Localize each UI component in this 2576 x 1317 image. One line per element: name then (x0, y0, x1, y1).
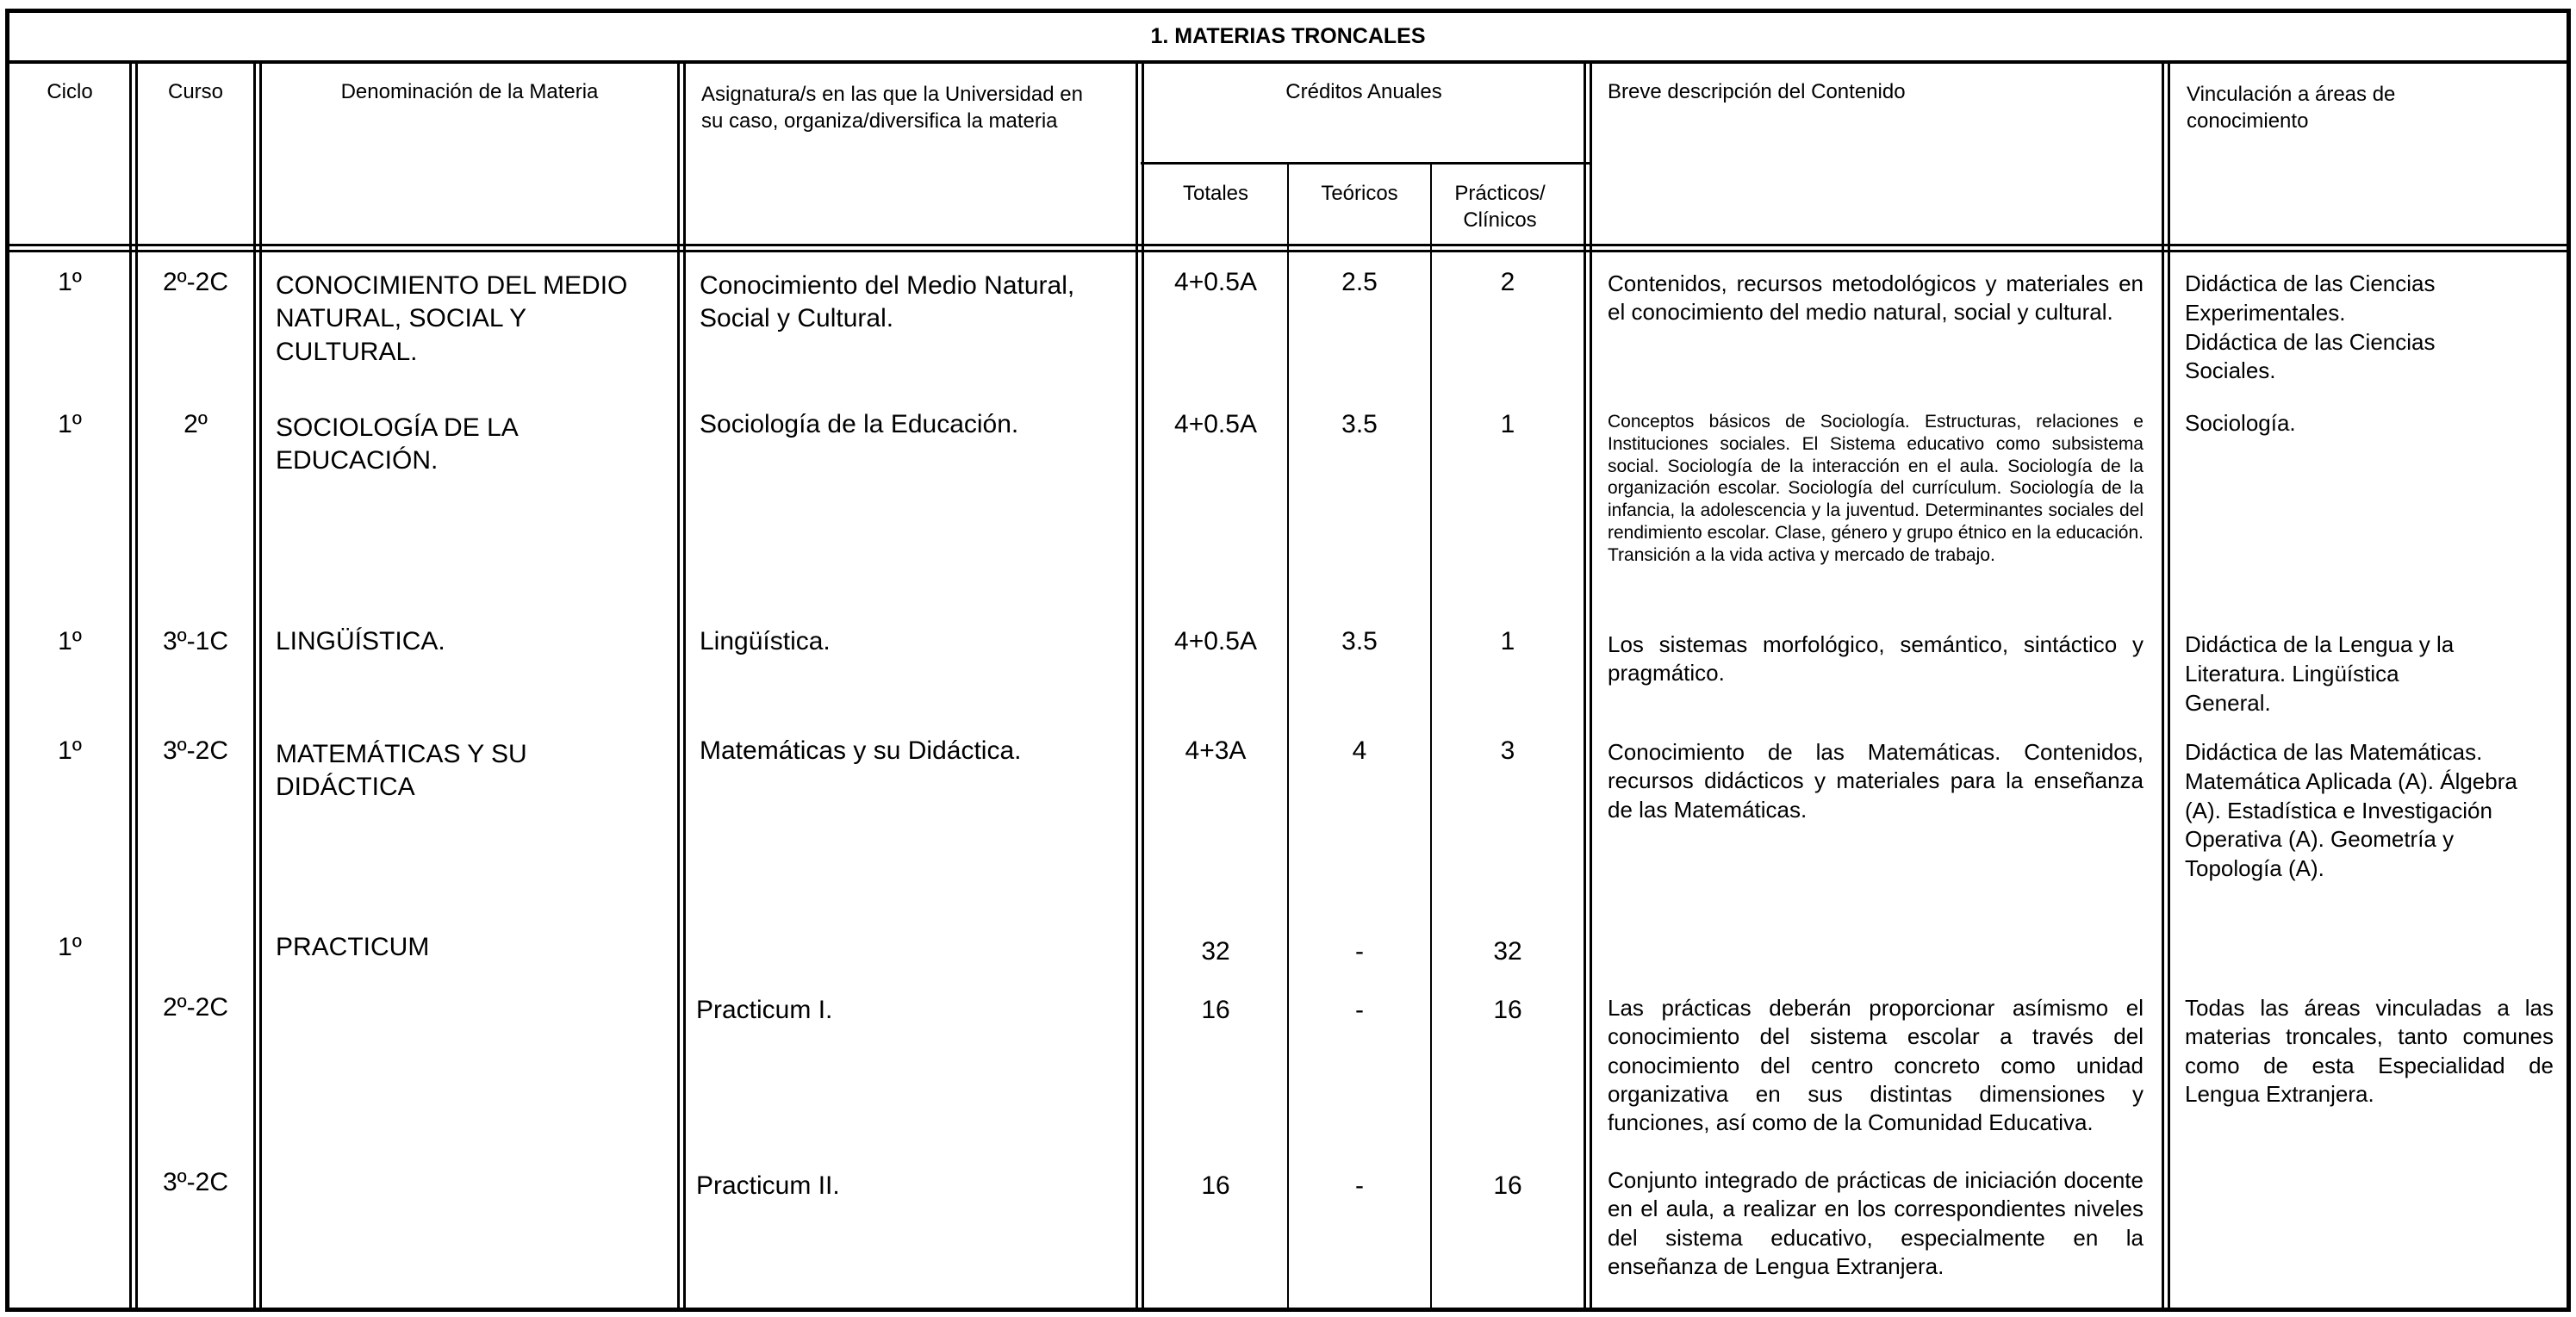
row4-ciclo: 1º (58, 736, 82, 765)
row3-vinculacion: Didáctica de la Lengua y la Literatura. Lingüística General. (2185, 631, 2455, 716)
table-border-top (5, 9, 2571, 13)
header-curso: Curso (167, 80, 224, 103)
header-asignatura: Asignatura/s en las que la Universidad en su caso, organiza/diversifica la materia (701, 83, 1083, 133)
row2-curso: 2º (184, 410, 208, 438)
row1-denominacion: CONOCIMIENTO DEL MEDIO NATURAL, SOCIAL Y CULTURAL. (276, 271, 628, 366)
header-vinculacion: Vinculación a áreas de conocimiento (2187, 83, 2396, 133)
col-line-5 (1287, 163, 1289, 1312)
row7-practicos: 16 (1493, 1171, 1522, 1200)
row1-totales: 4+0.5A (1174, 268, 1257, 296)
row4-descripcion: Conocimiento de las Matemáticas. Contenidos, recursos didácticos y materiales para la enseñanza de las Matemáticas. (1608, 739, 2144, 823)
row1-vinculacion: Didáctica de las Ciencias Experimentales. Didáctica de las Ciencias Sociales. (2185, 270, 2436, 384)
header-teoricos: Teóricos (1321, 182, 1398, 205)
row1-ciclo: 1º (58, 268, 82, 296)
col-line-8 (2162, 62, 2164, 1312)
col-line-6 (1430, 163, 1432, 1312)
row6-asignatura: Practicum I. (696, 996, 833, 1024)
row1-practicos: 2 (1500, 268, 1515, 296)
header-ciclo: Ciclo (47, 80, 93, 103)
row5-practicos: 32 (1493, 937, 1522, 966)
row7-descripcion: Conjunto integrado de prácticas de iniciación docente en el aula, a realizar en los correspondientes niveles del sistema educativo, especialmente en la enseñanza de Lengua Extranjera. (1608, 1167, 2144, 1279)
row6-curso: 2º-2C (163, 993, 228, 1022)
row1-asignatura: Conocimiento del Medio Natural, Social y Cultural. (700, 271, 1075, 333)
row4-teoricos: 4 (1352, 736, 1367, 765)
row1-descripcion: Contenidos, recursos metodológicos y materiales en el conocimiento del medio natural, social y cultural. (1608, 270, 2144, 326)
row7-asignatura: Practicum II. (696, 1171, 840, 1200)
col-line-8b (2168, 62, 2170, 1312)
row2-asignatura: Sociología de la Educación. (700, 410, 1019, 438)
row5-teoricos: - (1355, 937, 1364, 966)
row5-ciclo: 1º (58, 933, 82, 961)
row4-practicos: 3 (1500, 736, 1515, 765)
col-line-1 (129, 62, 132, 1312)
row5-totales: 32 (1201, 937, 1230, 966)
header-practicos: Prácticos/ Clínicos (1454, 182, 1546, 232)
row2-vinculacion: Sociología. (2185, 410, 2296, 436)
row2-totales: 4+0.5A (1174, 410, 1257, 438)
row2-denominacion: SOCIOLOGÍA DE LA EDUCACIÓN. (276, 413, 518, 475)
row3-practicos: 1 (1500, 627, 1515, 655)
row7-teoricos: - (1355, 1171, 1364, 1200)
col-line-2 (253, 62, 256, 1312)
row6-teoricos: - (1355, 996, 1364, 1024)
row3-denominacion: LINGÜÍSTICA. (276, 627, 445, 655)
row2-ciclo: 1º (58, 410, 82, 438)
header-totales: Totales (1182, 182, 1249, 205)
row7-curso: 3º-2C (163, 1168, 228, 1196)
row3-descripcion: Los sistemas morfológico, semántico, sintáctico y pragmático. (1608, 631, 2144, 686)
row4-curso: 3º-2C (163, 736, 228, 765)
col-line-1b (135, 62, 138, 1312)
header-denominacion: Denominación de la Materia (340, 80, 599, 103)
col-line-2b (259, 62, 262, 1312)
row7-totales: 16 (1201, 1171, 1230, 1200)
row3-ciclo: 1º (58, 627, 82, 655)
col-line-3b (683, 62, 686, 1312)
row3-asignatura: Lingüística. (700, 627, 831, 655)
row4-asignatura: Matemáticas y su Didáctica. (700, 736, 1022, 765)
header-creditos: Créditos Anuales (1285, 80, 1442, 103)
row4-denominacion: MATEMÁTICAS Y SU DIDÁCTICA (276, 740, 527, 802)
row6-descripcion: Las prácticas deberán proporcionar asímismo el conocimiento del sistema escolar a través del conocimiento del centro concreto como unidad organizativa en sus distintas dimensiones y funciones, así como de la Comunidad Educativa. (1608, 995, 2144, 1136)
row2-practicos: 1 (1500, 410, 1515, 438)
col-line-3 (677, 62, 680, 1312)
row2-teoricos: 3.5 (1341, 410, 1378, 438)
row3-totales: 4+0.5A (1174, 627, 1257, 655)
creditos-subdivider (1141, 162, 1590, 165)
row2-descripcion: Conceptos básicos de Sociología. Estructuras, relaciones e Instituciones sociales. El Sistema educativo como subsistema social. Sociología de la interacción en el aula. Sociología de la organización escolar. Sociología del currículum. Sociología de la infancia, la adolescencia y la juventud. Determinantes sociales del rendimiento escolar. Clase, género y grupo étnico en la educación. Transición a la vida activa y mercado de trabajo. (1608, 412, 2144, 565)
row6-totales: 16 (1201, 996, 1230, 1024)
row1-curso: 2º-2C (163, 268, 228, 296)
row6-practicos: 16 (1493, 996, 1522, 1024)
table-border-right (2567, 9, 2571, 1312)
row3-teoricos: 3.5 (1341, 627, 1378, 655)
header-descripcion: Breve descripción del Contenido (1608, 80, 1906, 103)
table-border-left (5, 9, 9, 1312)
row4-totales: 4+3A (1185, 736, 1247, 765)
row1-teoricos: 2.5 (1341, 268, 1378, 296)
title-divider (5, 60, 2571, 64)
row5-denominacion: PRACTICUM (276, 933, 430, 961)
row6-vinculacion: Todas las áreas vinculadas a las materias troncales, tanto comunes como de esta Especialidad de Lengua Extranjera. (2185, 995, 2554, 1107)
col-line-7b (1590, 62, 1592, 1312)
table-title: 1. MATERIAS TRONCALES (1150, 24, 1426, 48)
col-line-4 (1136, 62, 1138, 1312)
row3-curso: 3º-1C (163, 627, 228, 655)
row4-vinculacion: Didáctica de las Matemáticas. Matemática Aplicada (A). Álgebra (A). Estadística e Investigación Operativa (A). Geometría y Topología (A). (2185, 739, 2517, 882)
col-line-4b (1142, 62, 1144, 1312)
col-line-7 (1584, 62, 1586, 1312)
